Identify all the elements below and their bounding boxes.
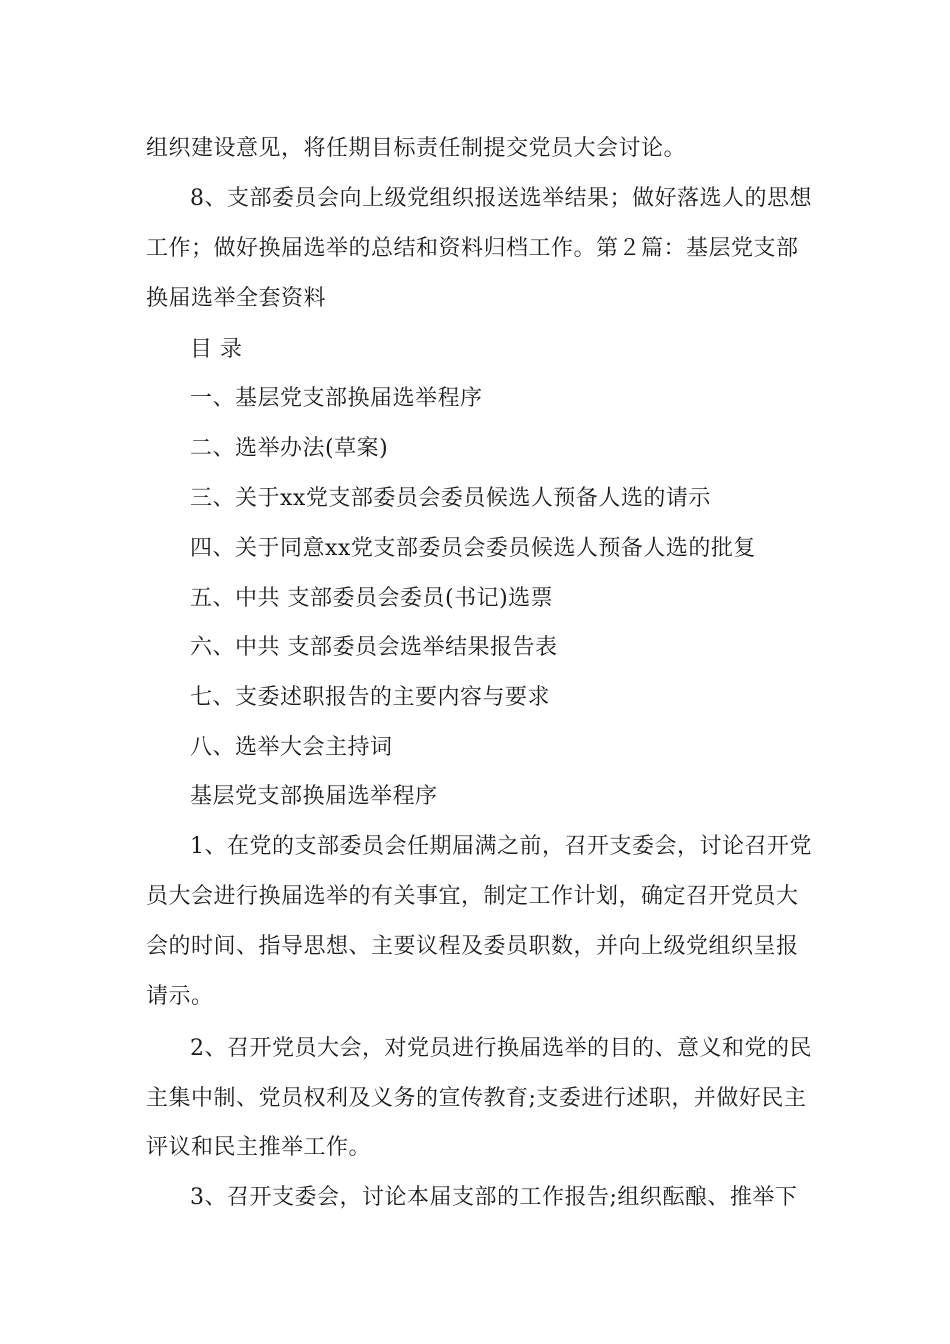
toc-item: 四、关于同意xx党支部委员会委员候选人预备人选的批复 [190,536,756,561]
toc-item: 六、中共 支部委员会选举结果报告表 [190,635,558,660]
text-line: 1、在党的支部委员会任期届满之前，召开支委会，讨论召开党 [190,834,812,859]
text-line: 工作；做好换届选举的总结和资料归档工作。第２篇：基层党支部 [146,236,799,261]
toc-heading: 目 录 [190,337,243,362]
toc-item: 一、基层党支部换届选举程序 [190,386,483,411]
text-line: 换届选举全套资料 [146,286,327,311]
section-heading: 基层党支部换届选举程序 [190,784,438,809]
toc-item: 八、选举大会主持词 [190,735,393,760]
text-line: 3、召开支委会，讨论本届支部的工作报告;组织酝酿、推举下 [190,1185,798,1210]
toc-item: 七、支委述职报告的主要内容与要求 [190,685,551,710]
toc-item: 三、关于xx党支部委员会委员候选人预备人选的请示 [190,486,711,511]
text-line: 评议和民主推举工作。 [146,1135,372,1160]
text-line: 会的时间、指导思想、主要议程及委员职数，并向上级党组织呈报 [146,934,799,959]
toc-item: 五、中共 支部委员会委员(书记)选票 [190,586,554,611]
text-line: 主集中制、党员权利及义务的宣传教育;支委进行述职，并做好民主 [146,1086,807,1111]
text-line: 请示。 [146,984,214,1009]
text-line: 2、召开党员大会，对党员进行换届选举的目的、意义和党的民 [190,1036,812,1061]
text-line: 8、支部委员会向上级党组织报送选举结果；做好落选人的思想 [190,186,812,211]
toc-item: 二、选举办法(草案) [190,436,389,461]
text-line: 员大会进行换届选举的有关事宜，制定工作计划，确定召开党员大 [146,884,799,909]
text-line: 组织建设意见，将任期目标责任制提交党员大会讨论。 [146,136,687,161]
